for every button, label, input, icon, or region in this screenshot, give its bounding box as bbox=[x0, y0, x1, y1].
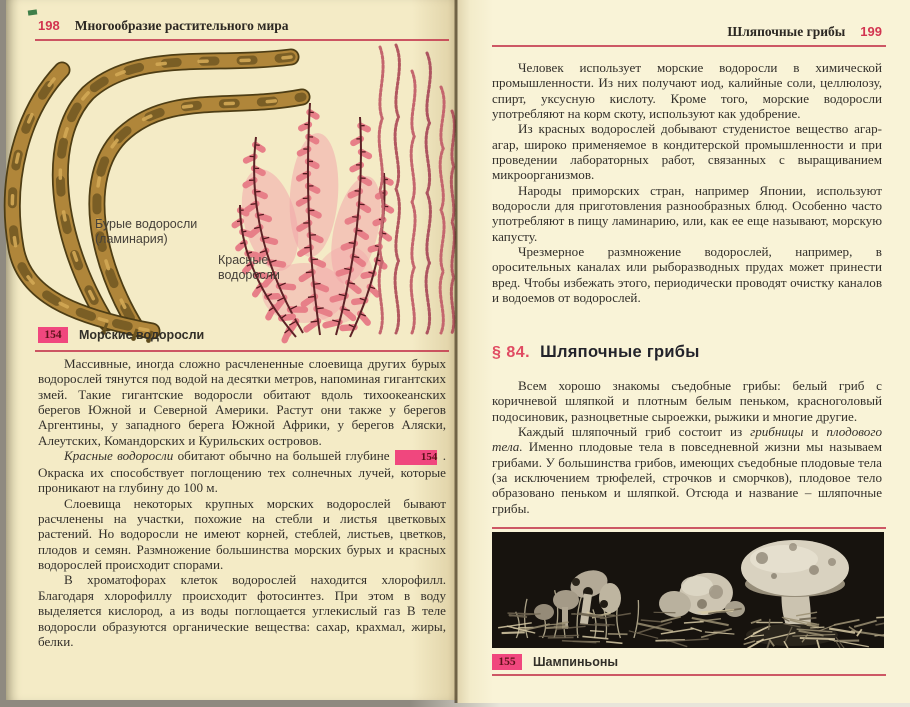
photo-number-badge: 155 bbox=[492, 654, 522, 670]
section-heading-84 bbox=[492, 343, 700, 362]
paragraph: Каждый шляпочный гриб состоит из грибницы и плодового тела. Именно плодовые тела в повседневной жизни мы называем грибами. У большинства грибов, имеющих съедобные плодовые тела (за исключением трюфелей, строчков и сморчков), плодовое тело образовано пеньком и шляпкой. Отсюда и название – шляпочные грибы. bbox=[492, 424, 883, 516]
right-running-header bbox=[727, 24, 882, 40]
italic-term: плодового тела. bbox=[492, 424, 883, 455]
paragraph: Массивные, иногда сложно расчлененные слоевища других бурых водорослей тянутся под водой на десятки метров, напоминая гигантских змей. Такие гигантские водоросли обитают вдоль тихоокеанских берегов Южной и Северной Америки. Растут они также у берегов Аргентины, у западного берега Южной Африки, у берегов Аляски, Алеутских, Командорских и Курильских островов. bbox=[38, 356, 446, 448]
figure-caption-154 bbox=[38, 327, 204, 343]
right-body-text-section bbox=[492, 378, 882, 516]
paragraph: Слоевища некоторых крупных морских водорослей бывают расчленены на участки, похожие на стебли и листья цветковых растений. Но водоросли не имеют корней, стеблей, листьев, цветков, плодов и семян. Размножение большинства морских бурых и красных водорослей происходит спорами. bbox=[38, 495, 446, 573]
right-page-number: 199 bbox=[860, 24, 882, 39]
paragraph: Красные водоросли обитают обычно на большей глубине 154 . Окраска их способствует поглощению тех солнечных лучей, которые проникают на глубину до 100 м. bbox=[38, 448, 447, 496]
margin-mark bbox=[28, 9, 38, 15]
right-header-rule bbox=[492, 45, 886, 47]
paragraph: В хроматофорах клеток водорослей находится хлорофилл. Благодаря хлорофиллу происходит фотосинтез. При этом в воду выделяется кислород, а из воды поглощается углекислый газ В теле водоросли образуются органические вещества: сахар, крахмал, жиры, белки. bbox=[38, 572, 446, 649]
right-header-title: Шляпочные грибы bbox=[727, 24, 846, 39]
caption-rule bbox=[35, 350, 449, 352]
left-body-text bbox=[38, 356, 446, 649]
photo-bottom-rule bbox=[492, 674, 886, 676]
page-left bbox=[6, 0, 457, 700]
page-right bbox=[457, 0, 910, 703]
italic-term: грибницы bbox=[750, 424, 804, 440]
paragraph: Всем хорошо знакомы съедобные грибы: белый гриб с коричневой шляпкой и плотным белым пеньком, красноголовый подосиновик, разноцветные сыроежки, рыжики и многие другие. bbox=[492, 378, 882, 424]
paragraph: Человек использует морские водоросли в химической промышленности. Из них получают иод, калийные соли, целлюлозу, спирт, уксусную кислоту. Кроме того, морские водоросли употребляют на корм скоту, используют как удобрение. bbox=[492, 60, 882, 122]
photo-top-rule bbox=[492, 527, 886, 529]
label-brown-algae: Бурые водоросли (ламинария) bbox=[95, 217, 198, 246]
label-red-algae: Красные водоросли bbox=[218, 253, 280, 282]
figure-number-badge: 154 bbox=[38, 327, 68, 343]
mushroom-photo bbox=[492, 532, 884, 648]
inline-figure-ref-badge: 154 bbox=[395, 450, 438, 465]
paragraph: Народы приморских стран, например Японии, используют водоросли для приготовления разнообразных блюд. Особенно часто употребляют в пищу ламинарию, или, как ее еще называют, морскую капусту. bbox=[492, 182, 882, 244]
left-running-header bbox=[38, 18, 289, 34]
italic-lead: Красные водоросли bbox=[64, 448, 174, 464]
page-gutter bbox=[454, 0, 458, 703]
mushroom-photo-art bbox=[492, 532, 884, 648]
right-body-text-top bbox=[492, 60, 882, 306]
left-header-title: Многообразие растительного мира bbox=[74, 18, 289, 33]
photo-caption-155 bbox=[492, 654, 618, 670]
paragraph: Из красных водорослей добывают студенистое вещество агар-агар, широко применяемое в кондитерской промышленности и при проведении лабораторных работ, связанных с выращиванием микроорганизмов. bbox=[492, 121, 882, 183]
figure-caption-text: Морские водоросли bbox=[79, 327, 205, 342]
section-number: § 84. bbox=[492, 344, 531, 361]
section-title: Шляпочные грибы bbox=[540, 343, 700, 361]
algae-illustration bbox=[8, 45, 455, 337]
left-header-rule bbox=[35, 39, 449, 41]
photo-caption-text: Шампиньоны bbox=[533, 654, 619, 669]
left-page-number: 198 bbox=[38, 18, 60, 33]
paragraph: Чрезмерное размножение водорослей, например, в оросительных каналах или рыборазводных прудах может принести вред. Чтобы избежать этого, периодически проводят очистку каналов и водоемов от водорослей. bbox=[492, 244, 882, 306]
